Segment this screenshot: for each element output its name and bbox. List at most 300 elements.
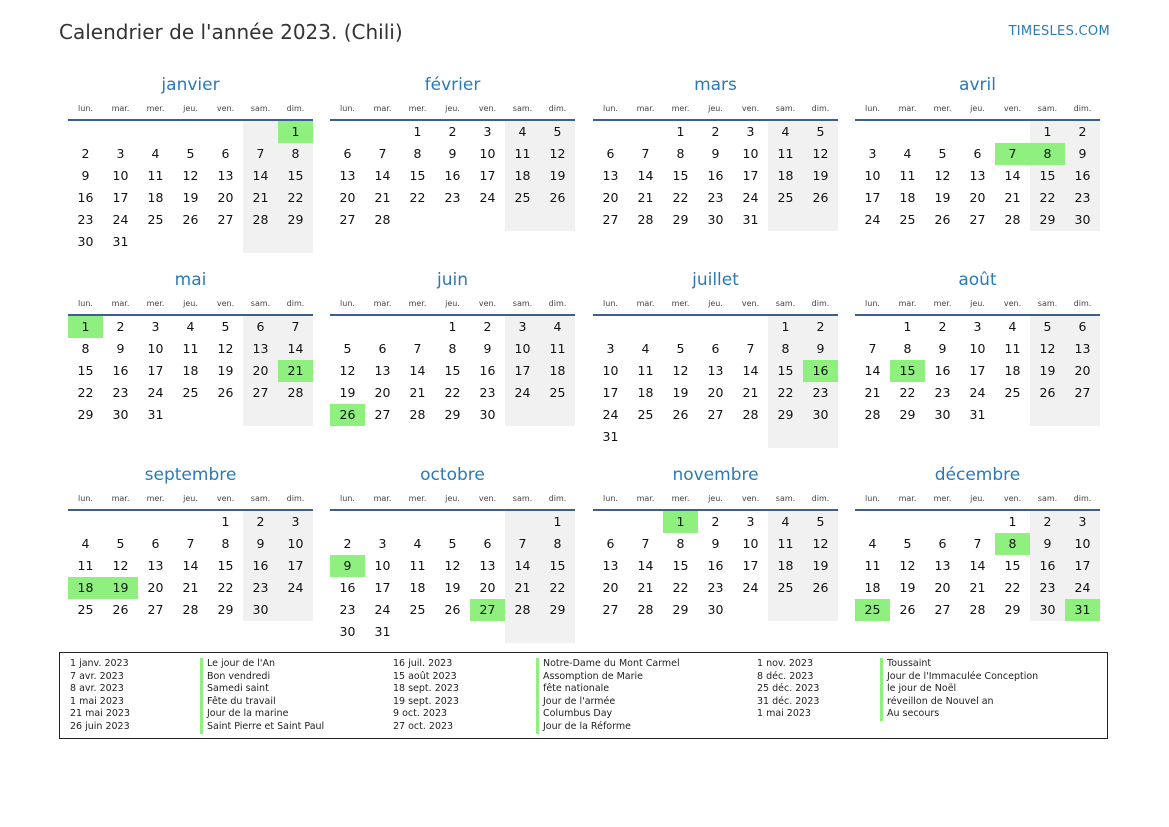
day-cell: 4 — [505, 121, 540, 143]
site-link[interactable]: TIMESLES.COM — [1008, 24, 1110, 39]
day-cell: 2 — [1030, 511, 1065, 533]
day-cell: 3 — [151, 319, 160, 334]
day-cell: 21 — [374, 190, 391, 205]
day-cell: 23 — [479, 385, 496, 400]
empty-cell — [278, 404, 313, 426]
day-cell: 4 — [186, 319, 195, 334]
day-cell: 11 — [637, 363, 654, 378]
day-cell: 5 — [186, 146, 195, 161]
day-cell: 17 — [112, 190, 129, 205]
day-cell: 29 — [217, 602, 234, 617]
weekday-label: lun. — [340, 104, 355, 113]
weekday-label: dim. — [286, 299, 305, 308]
month-name: juillet — [692, 270, 739, 290]
day-cell: 15 — [672, 168, 689, 183]
empty-cell — [663, 426, 698, 448]
day-cell: 12 — [934, 168, 951, 183]
legend-names-column — [200, 658, 324, 734]
empty-cell — [960, 121, 995, 143]
day-cell: 13 — [602, 558, 619, 573]
weekday-label: mar. — [373, 299, 392, 308]
day-cell: 26 — [1030, 382, 1065, 404]
month-6 — [593, 268, 838, 448]
day-cell: 23 — [803, 382, 838, 404]
day-cell: 5 — [221, 319, 230, 334]
day-cell: 12 — [444, 558, 461, 573]
weekday-label: mar. — [111, 104, 130, 113]
day-cell: 24 — [742, 580, 759, 595]
day-cell: 5 — [116, 536, 125, 551]
day-cell: 1 — [1030, 121, 1065, 143]
day-cell: 7 — [378, 146, 387, 161]
empty-cell — [593, 511, 628, 533]
day-cell: 27 — [969, 212, 986, 227]
day-cell: 13 — [339, 168, 356, 183]
legend-holiday-name: Le jour de l'An — [200, 658, 324, 671]
weekday-label: sam. — [512, 299, 533, 308]
day-cell: 15 — [278, 165, 313, 187]
weekday-label: mer. — [408, 299, 427, 308]
day-cell: 24 — [479, 190, 496, 205]
weekday-label: sam. — [775, 299, 796, 308]
day-cell: 19 — [672, 385, 689, 400]
day-cell: 30 — [479, 407, 496, 422]
weekday-label: mer. — [671, 494, 690, 503]
day-cell: 16 — [707, 168, 724, 183]
weekday-label: mar. — [636, 104, 655, 113]
day-cell: 25 — [505, 187, 540, 209]
day-cell: 3 — [746, 514, 755, 529]
day-cell: 23 — [1030, 577, 1065, 599]
empty-cell — [365, 511, 400, 533]
weekday-label: sam. — [775, 494, 796, 503]
weekday-label: sam. — [512, 104, 533, 113]
day-cell: 26 — [112, 602, 129, 617]
weekday-header — [330, 492, 575, 506]
weekday-label: ven. — [1003, 299, 1022, 308]
day-cell: 9 — [803, 338, 838, 360]
day-cell: 23 — [112, 385, 129, 400]
day-cell: 11 — [182, 341, 199, 356]
day-cell: 16 — [444, 168, 461, 183]
day-cell: 4 — [868, 536, 877, 551]
day-cell: 20 — [374, 385, 391, 400]
day-cell: 6 — [343, 146, 352, 161]
day-cell: 22 — [444, 385, 461, 400]
empty-cell — [733, 426, 768, 448]
day-cell: 25 — [540, 382, 575, 404]
day-cell: 21 — [864, 385, 881, 400]
weekday-label: mer. — [933, 104, 952, 113]
holiday-day: 27 — [470, 599, 505, 621]
weekday-label: sam. — [1037, 104, 1058, 113]
empty-cell — [593, 316, 628, 338]
weekday-label: sam. — [512, 494, 533, 503]
day-cell: 2 — [448, 124, 457, 139]
empty-cell — [698, 426, 733, 448]
day-cell: 28 — [409, 407, 426, 422]
empty-cell — [470, 621, 505, 643]
day-cell: 19 — [803, 555, 838, 577]
empty-cell — [243, 404, 278, 426]
empty-cell — [803, 209, 838, 231]
weekday-label: jeu. — [708, 104, 723, 113]
legend-date: 26 juin 2023 — [70, 720, 130, 732]
day-cell: 15 — [444, 363, 461, 378]
legend-date: 8 avr. 2023 — [70, 683, 124, 695]
day-cell: 2 — [81, 146, 90, 161]
day-cell: 5 — [448, 536, 457, 551]
day-cell: 31 — [374, 624, 391, 639]
legend-date: 31 déc. 2023 — [757, 695, 820, 707]
day-grid — [593, 121, 838, 231]
day-cell: 16 — [339, 580, 356, 595]
day-cell: 14 — [374, 168, 391, 183]
day-cell: 28 — [374, 212, 391, 227]
day-cell: 4 — [768, 121, 803, 143]
day-cell: 1 — [540, 511, 575, 533]
day-cell: 10 — [374, 558, 391, 573]
legend-holiday-name: Jour de la Réforme — [536, 721, 680, 734]
day-cell: 6 — [151, 536, 160, 551]
day-cell: 18 — [409, 580, 426, 595]
day-cell: 10 — [969, 341, 986, 356]
weekday-label: mar. — [111, 494, 130, 503]
day-cell: 24 — [147, 385, 164, 400]
weekday-label: mar. — [373, 104, 392, 113]
day-cell: 13 — [374, 363, 391, 378]
day-cell: 11 — [409, 558, 426, 573]
day-cell: 20 — [479, 580, 496, 595]
day-cell: 25 — [147, 212, 164, 227]
day-cell: 28 — [1004, 212, 1021, 227]
day-cell: 18 — [899, 190, 916, 205]
day-cell: 11 — [899, 168, 916, 183]
day-cell: 12 — [182, 168, 199, 183]
day-cell: 2 — [343, 536, 352, 551]
weekday-label: mar. — [636, 299, 655, 308]
day-cell: 8 — [676, 146, 685, 161]
month-name: décembre — [934, 465, 1021, 485]
weekday-label: dim. — [286, 494, 305, 503]
day-cell: 7 — [505, 533, 540, 555]
holiday-day: 31 — [1065, 599, 1100, 621]
weekday-label: ven. — [741, 494, 760, 503]
day-cell: 19 — [803, 165, 838, 187]
day-cell: 30 — [1030, 599, 1065, 621]
day-cell: 23 — [243, 577, 278, 599]
day-cell: 31 — [602, 429, 619, 444]
day-cell: 30 — [803, 404, 838, 426]
empty-cell — [208, 404, 243, 426]
empty-cell — [698, 316, 733, 338]
day-cell: 16 — [112, 363, 129, 378]
day-cell: 14 — [969, 558, 986, 573]
empty-cell — [855, 511, 890, 533]
empty-cell — [505, 621, 540, 643]
weekday-label: ven. — [216, 104, 235, 113]
day-cell: 31 — [742, 212, 759, 227]
empty-cell — [540, 209, 575, 231]
empty-cell — [435, 621, 470, 643]
day-cell: 18 — [1004, 363, 1021, 378]
day-cell: 20 — [147, 580, 164, 595]
empty-cell — [435, 209, 470, 231]
day-cell: 31 — [969, 407, 986, 422]
empty-cell — [803, 599, 838, 621]
day-cell: 4 — [151, 146, 160, 161]
day-cell: 21 — [243, 187, 278, 209]
holiday-day: 15 — [890, 360, 925, 382]
empty-cell — [733, 316, 768, 338]
weekday-label: sam. — [1037, 494, 1058, 503]
weekday-label: mar. — [111, 299, 130, 308]
weekday-label: ven. — [478, 104, 497, 113]
legend-holiday-name: le jour de Noël — [880, 683, 1038, 696]
weekday-label: sam. — [250, 494, 271, 503]
day-cell: 13 — [217, 168, 234, 183]
day-cell: 28 — [243, 209, 278, 231]
day-cell: 26 — [182, 212, 199, 227]
day-cell: 14 — [409, 363, 426, 378]
day-cell: 30 — [339, 624, 356, 639]
day-cell: 13 — [707, 363, 724, 378]
day-cell: 9 — [711, 146, 720, 161]
legend-holiday-name: réveillon de Nouvel an — [880, 696, 1038, 709]
day-grid — [330, 121, 575, 231]
day-cell: 7 — [278, 316, 313, 338]
day-cell: 7 — [868, 341, 877, 356]
empty-cell — [505, 404, 540, 426]
weekday-label: sam. — [250, 299, 271, 308]
weekday-label: mar. — [898, 299, 917, 308]
day-cell: 14 — [864, 363, 881, 378]
day-cell: 23 — [444, 190, 461, 205]
holiday-day: 19 — [103, 577, 138, 599]
weekday-label: lun. — [78, 104, 93, 113]
day-cell: 7 — [746, 341, 755, 356]
day-cell: 16 — [934, 363, 951, 378]
day-cell: 27 — [934, 602, 951, 617]
day-cell: 9 — [448, 146, 457, 161]
day-cell: 2 — [938, 319, 947, 334]
month-name: novembre — [672, 465, 759, 485]
day-cell: 30 — [1065, 209, 1100, 231]
day-cell: 10 — [742, 146, 759, 161]
legend-dates-column — [70, 658, 130, 734]
day-cell: 5 — [343, 341, 352, 356]
day-cell: 10 — [112, 168, 129, 183]
month-1 — [330, 73, 575, 231]
empty-cell — [628, 121, 663, 143]
day-cell: 17 — [969, 363, 986, 378]
day-cell: 29 — [1030, 209, 1065, 231]
weekday-label: ven. — [1003, 494, 1022, 503]
day-cell: 6 — [606, 536, 615, 551]
day-cell: 24 — [278, 577, 313, 599]
empty-cell — [138, 231, 173, 253]
weekday-label: mer. — [146, 494, 165, 503]
day-cell: 3 — [1065, 511, 1100, 533]
month-2 — [593, 73, 838, 231]
weekday-header — [855, 492, 1100, 506]
day-cell: 27 — [707, 407, 724, 422]
day-cell: 8 — [676, 536, 685, 551]
day-cell: 24 — [374, 602, 391, 617]
weekday-label: jeu. — [970, 494, 985, 503]
weekday-label: mer. — [146, 104, 165, 113]
day-cell: 13 — [969, 168, 986, 183]
day-cell: 26 — [803, 577, 838, 599]
day-cell: 24 — [505, 382, 540, 404]
day-cell: 11 — [505, 143, 540, 165]
day-cell: 7 — [641, 146, 650, 161]
day-cell: 25 — [637, 407, 654, 422]
day-cell: 5 — [803, 121, 838, 143]
day-cell: 9 — [1065, 143, 1100, 165]
day-cell: 17 — [864, 190, 881, 205]
day-cell: 5 — [1030, 316, 1065, 338]
weekday-label: ven. — [216, 494, 235, 503]
day-cell: 17 — [1065, 555, 1100, 577]
holiday-day: 16 — [803, 360, 838, 382]
day-grid — [855, 121, 1100, 231]
day-cell: 22 — [672, 190, 689, 205]
day-cell: 3 — [278, 511, 313, 533]
day-cell: 12 — [899, 558, 916, 573]
day-cell: 27 — [602, 602, 619, 617]
day-cell: 20 — [934, 580, 951, 595]
empty-cell — [925, 511, 960, 533]
day-cell: 26 — [672, 407, 689, 422]
day-cell: 22 — [540, 577, 575, 599]
day-cell: 27 — [339, 212, 356, 227]
day-cell: 5 — [540, 121, 575, 143]
legend-holiday-name: Fête du travail — [200, 696, 324, 709]
legend-holiday-name: Jour de l'armée — [536, 696, 680, 709]
empty-cell — [1030, 404, 1065, 426]
legend-holiday-name: Assomption de Marie — [536, 671, 680, 684]
month-0 — [68, 73, 313, 253]
day-cell: 14 — [505, 555, 540, 577]
day-cell: 27 — [217, 212, 234, 227]
day-cell: 23 — [707, 580, 724, 595]
day-cell: 4 — [1008, 319, 1017, 334]
day-cell: 3 — [116, 146, 125, 161]
day-cell: 6 — [938, 536, 947, 551]
day-cell: 29 — [672, 602, 689, 617]
empty-cell — [103, 121, 138, 143]
empty-cell — [208, 121, 243, 143]
day-cell: 2 — [1065, 121, 1100, 143]
day-cell: 5 — [803, 511, 838, 533]
day-cell: 29 — [278, 209, 313, 231]
day-cell: 7 — [413, 341, 422, 356]
day-cell: 9 — [938, 341, 947, 356]
empty-cell — [330, 121, 365, 143]
empty-cell — [470, 511, 505, 533]
weekday-header — [330, 297, 575, 311]
day-cell: 6 — [378, 341, 387, 356]
day-cell: 1 — [448, 319, 457, 334]
empty-cell — [505, 209, 540, 231]
day-cell: 17 — [505, 360, 540, 382]
day-cell: 21 — [637, 190, 654, 205]
legend-holiday-name: Samedi saint — [200, 683, 324, 696]
day-cell: 18 — [637, 385, 654, 400]
weekday-label: ven. — [1003, 104, 1022, 113]
weekday-label: mar. — [898, 104, 917, 113]
empty-cell — [593, 121, 628, 143]
day-cell: 11 — [540, 338, 575, 360]
day-cell: 10 — [479, 146, 496, 161]
month-8 — [68, 463, 313, 621]
day-cell: 27 — [147, 602, 164, 617]
day-cell: 17 — [742, 168, 759, 183]
legend-holiday-name: Saint Pierre et Saint Paul — [200, 721, 324, 734]
day-cell: 27 — [602, 212, 619, 227]
weekday-label: ven. — [478, 299, 497, 308]
weekday-label: ven. — [478, 494, 497, 503]
day-cell: 18 — [768, 165, 803, 187]
day-cell: 22 — [77, 385, 94, 400]
weekday-label: lun. — [603, 299, 618, 308]
day-cell: 26 — [540, 187, 575, 209]
weekday-header — [68, 102, 313, 116]
empty-cell — [803, 426, 838, 448]
day-cell: 17 — [602, 385, 619, 400]
day-cell: 19 — [540, 165, 575, 187]
empty-cell — [890, 121, 925, 143]
empty-cell — [995, 404, 1030, 426]
day-cell: 14 — [1004, 168, 1021, 183]
day-cell: 27 — [243, 382, 278, 404]
weekday-label: ven. — [741, 299, 760, 308]
day-cell: 15 — [77, 363, 94, 378]
day-cell: 16 — [1030, 555, 1065, 577]
empty-cell — [505, 511, 540, 533]
day-cell: 8 — [903, 341, 912, 356]
day-cell: 2 — [711, 124, 720, 139]
day-cell: 20 — [339, 190, 356, 205]
empty-cell — [540, 621, 575, 643]
day-cell: 1 — [903, 319, 912, 334]
day-cell: 15 — [768, 360, 803, 382]
day-cell: 24 — [112, 212, 129, 227]
month-name: mars — [694, 75, 737, 95]
day-cell: 3 — [606, 341, 615, 356]
month-7 — [855, 268, 1100, 426]
day-cell: 23 — [934, 385, 951, 400]
weekday-label: dim. — [286, 104, 305, 113]
day-cell: 6 — [243, 316, 278, 338]
day-cell: 11 — [77, 558, 94, 573]
holiday-day: 26 — [330, 404, 365, 426]
weekday-label: jeu. — [183, 299, 198, 308]
day-cell: 30 — [77, 234, 94, 249]
month-4 — [68, 268, 313, 426]
day-cell: 20 — [707, 385, 724, 400]
weekday-label: ven. — [741, 104, 760, 113]
day-cell: 21 — [182, 580, 199, 595]
weekday-label: jeu. — [183, 104, 198, 113]
day-cell: 7 — [973, 536, 982, 551]
day-cell: 9 — [243, 533, 278, 555]
weekday-header — [330, 102, 575, 116]
month-name: février — [424, 75, 481, 95]
day-cell: 12 — [1030, 338, 1065, 360]
legend-dates-column — [757, 658, 819, 721]
